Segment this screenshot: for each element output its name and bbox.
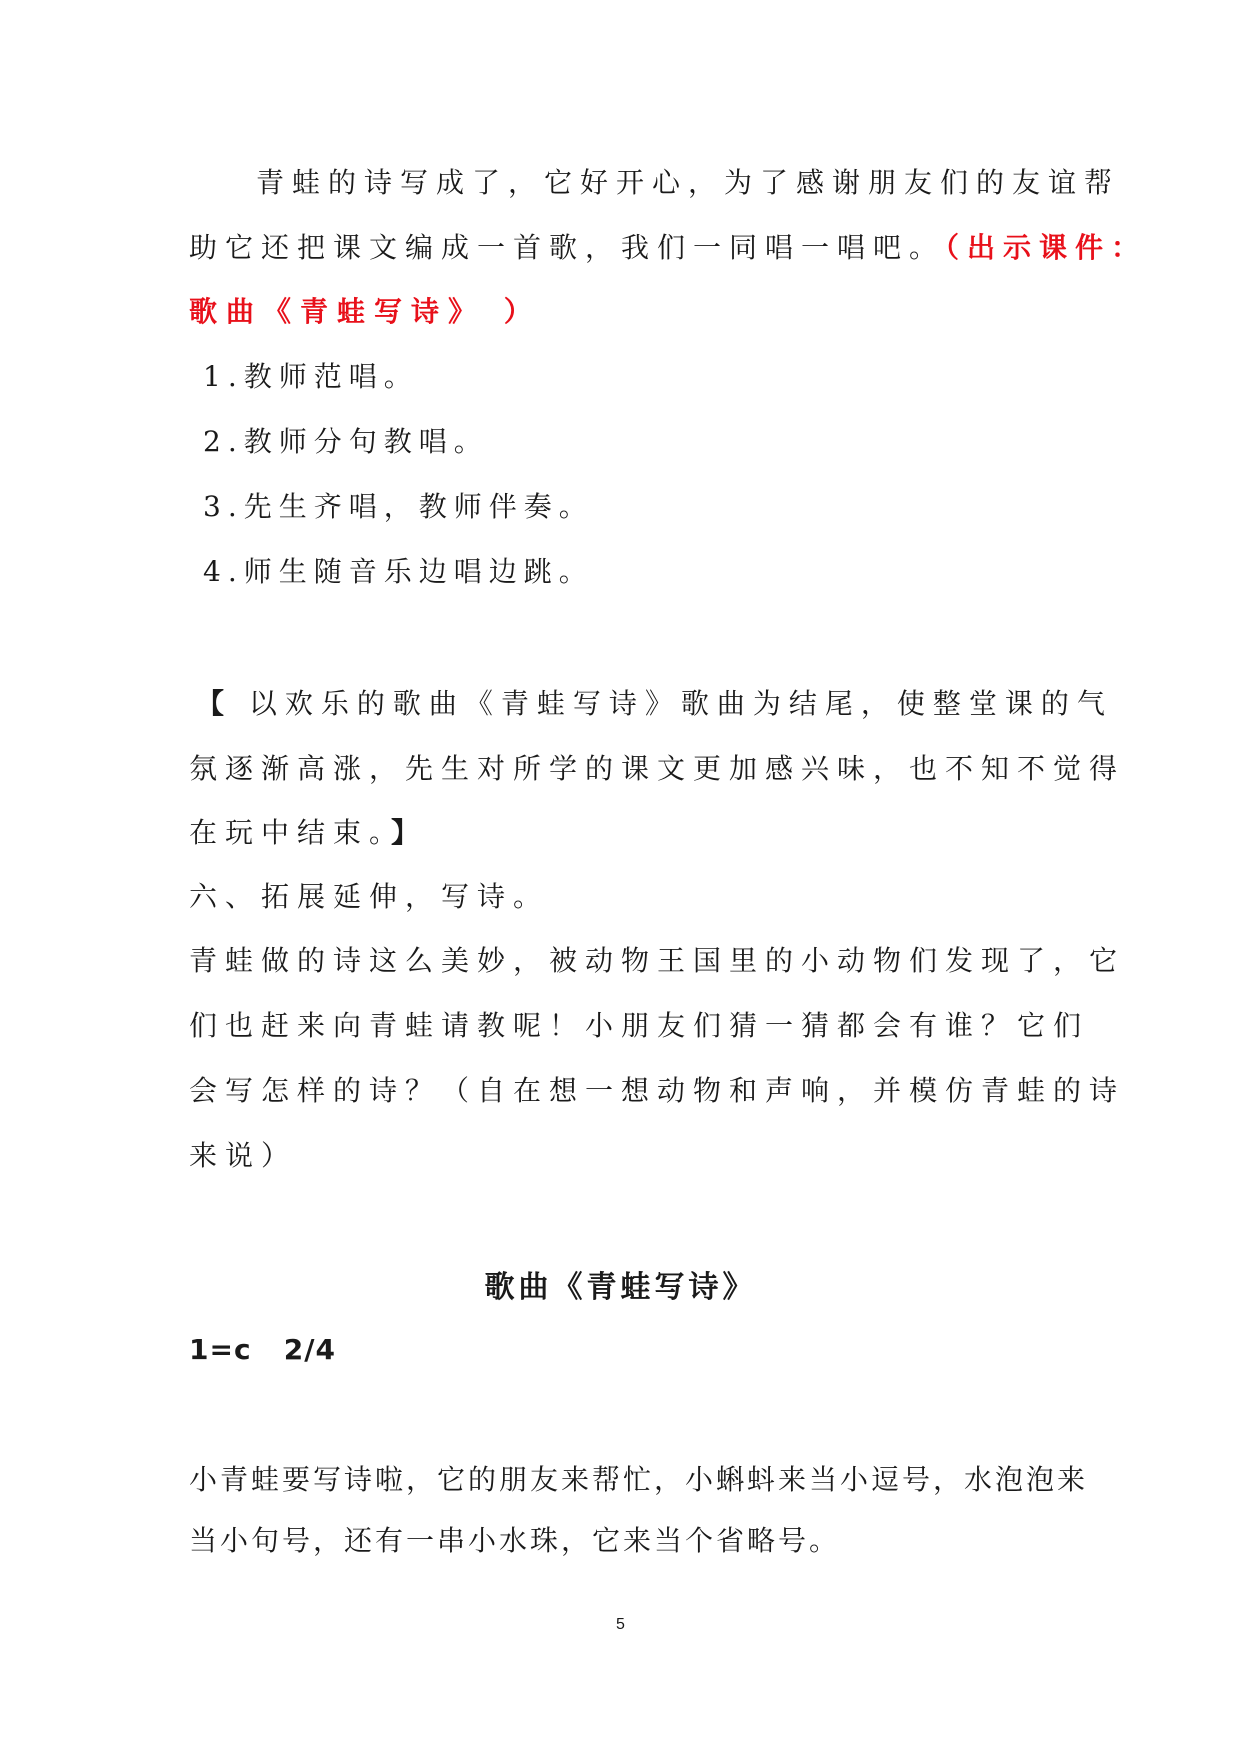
step-item: 3.先生齐唱，教师伴奏。 — [203, 490, 594, 523]
step-item: 2.教师分句教唱。 — [203, 425, 489, 458]
note-text: 以欢乐的歌曲《青蛙写诗》歌曲为结尾，使整堂课的气 — [248, 687, 1113, 720]
note-open-bracket: 【 — [196, 687, 233, 720]
section-heading: 六、拓展延伸，写诗。 — [189, 880, 550, 913]
song-key-signature: 1=c 2/4 — [189, 1333, 336, 1366]
paragraph-text: 助它还把课文编成一首歌，我们一同唱一唱吧。 — [189, 231, 946, 264]
note-text: 在玩中结束。 — [189, 816, 392, 849]
lyrics-line: 当小句号，还有一串小水珠，它来当个省略号。 — [189, 1524, 841, 1557]
paragraph-line: 青蛙的诗写成了，它好开心，为了感谢朋友们的友谊帮 — [256, 166, 1121, 199]
section-line: 会写怎样的诗？（自在想一想动物和声响，并模仿青蛙的诗 — [189, 1074, 1126, 1107]
page-number: 5 — [616, 1616, 625, 1633]
paragraph-line — [189, 228, 1147, 268]
section-line: 青蛙做的诗这么美妙，被动物王国里的小动物们发现了，它 — [189, 944, 1126, 977]
lyrics-line: 小青蛙要写诗啦，它的朋友来帮忙，小蝌蚪来当小逗号，水泡泡来 — [189, 1463, 1089, 1496]
courseware-note: 歌曲《青蛙写诗》 ） — [189, 295, 541, 328]
note-line: 氛逐渐高涨，先生对所学的课文更加感兴味，也不知不觉得 — [189, 752, 1126, 785]
song-title: 歌曲《青蛙写诗》 — [484, 1270, 757, 1305]
note-line — [196, 684, 1113, 724]
note-line — [189, 813, 427, 853]
section-line: 来说） — [189, 1139, 298, 1172]
section-line: 们也赶来向青蛙请教呢！小朋友们猜一猜都会有谁？它们 — [189, 1009, 1090, 1042]
note-close-bracket: 】 — [391, 816, 428, 849]
step-item: 4.师生随音乐边唱边跳。 — [203, 555, 594, 588]
step-item: 1.教师范唱。 — [203, 360, 419, 393]
courseware-note: （出示课件： — [945, 231, 1148, 264]
